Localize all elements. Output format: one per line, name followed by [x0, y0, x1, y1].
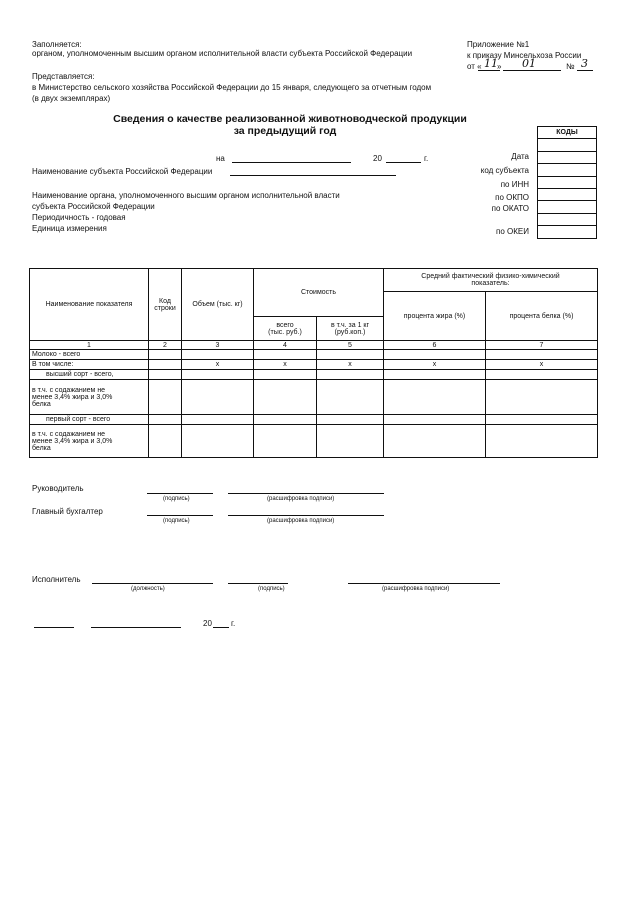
row-label: Молоко - всего: [30, 350, 149, 360]
header-avg: Средний фактический физико-химический показатель:: [384, 269, 598, 292]
year-prefix: 20: [373, 154, 382, 163]
year-suffix: г.: [424, 154, 429, 163]
unit-label: Единица измерения: [32, 224, 107, 233]
codes-table: [537, 126, 597, 239]
appendix-month: 01: [522, 57, 536, 70]
code-label-date: Дата: [511, 152, 529, 161]
org-name-label-2: субъекта Российской Федерации: [32, 202, 155, 211]
code-cell-extra[interactable]: [538, 213, 597, 225]
accountant-signature-line[interactable]: [147, 515, 213, 516]
chief-accountant-label: Главный бухгалтер: [32, 507, 103, 516]
row-label: высший сорт - всего,: [30, 370, 149, 380]
bottom-year-line[interactable]: [213, 627, 229, 628]
col-number: 5: [317, 341, 384, 350]
col-number: 3: [182, 341, 254, 350]
header-volume: Объем (тыс. кг): [182, 269, 254, 341]
na-label: на: [216, 154, 225, 163]
header-code: Код строки: [149, 269, 182, 341]
col-number: 2: [149, 341, 182, 350]
header-cost-per-kg: в т.ч. за 1 кг (руб.коп.): [317, 317, 384, 341]
col-number: 4: [254, 341, 317, 350]
col-number: 1: [30, 341, 149, 350]
submitted-text: в Министерство сельского хозяйства Российской Федерации до 15 января, следующего за отчетным годом: [32, 83, 432, 92]
code-label-okato: по ОКАТО: [491, 204, 529, 213]
date-line: [232, 162, 351, 163]
x-mark: х: [317, 360, 384, 370]
appendix-close: »: [497, 62, 502, 71]
code-label-okei: по ОКЕИ: [496, 227, 529, 236]
header-cost: Стоимость: [254, 269, 384, 317]
x-mark: х: [182, 360, 254, 370]
form-title-line2: за предыдущий год: [233, 125, 337, 137]
executor-label: Исполнитель: [32, 575, 81, 584]
bottom-date-month-line[interactable]: [91, 627, 181, 628]
accountant-decoding-caption: (расшифровка подписи): [267, 518, 335, 524]
subject-name-line: [230, 175, 396, 176]
code-label-inn: по ИНН: [500, 180, 529, 189]
submitted-label: Представляется:: [32, 72, 95, 81]
table-row: [30, 370, 598, 380]
appendix-from: от «: [467, 62, 482, 71]
row-label: в т.ч. с содажанием не менее 3,4% жира и 3,0% белка: [30, 425, 149, 458]
code-cell-okpo[interactable]: [538, 188, 597, 200]
x-mark: х: [384, 360, 486, 370]
col-number: 6: [384, 341, 486, 350]
code-cell-date[interactable]: [538, 151, 597, 163]
head-decoding-caption: (расшифровка подписи): [267, 496, 335, 502]
head-decoding-line[interactable]: [228, 493, 384, 494]
executor-signature-caption: (подпись): [258, 586, 285, 592]
bottom-year-prefix: 20: [203, 619, 212, 628]
accountant-signature-caption: (подпись): [163, 518, 190, 524]
filled-by-label: Заполняется:: [32, 40, 82, 49]
subject-name-label: Наименование субъекта Российской Федерации: [32, 167, 213, 176]
filled-by-text: органом, уполномоченным высшим органом исполнительной власти субъекта Российской Федерации: [32, 49, 413, 58]
code-cell[interactable]: [538, 139, 597, 151]
bottom-date-day-line[interactable]: [34, 627, 74, 628]
appendix-number: 3: [581, 57, 588, 70]
year-line: [386, 162, 421, 163]
code-label-okpo: по ОКПО: [495, 193, 529, 202]
head-label: Руководитель: [32, 484, 84, 493]
appendix-day-line: [478, 70, 500, 71]
bottom-year-suffix: г.: [231, 619, 236, 628]
header-protein: процента белка (%): [486, 292, 598, 341]
periodicity-label: Периодичность - годовая: [32, 213, 126, 222]
header-cost-total: всего (тыс. руб.): [254, 317, 317, 341]
col-number: 7: [486, 341, 598, 350]
executor-decoding-line[interactable]: [348, 583, 500, 584]
code-cell-okato[interactable]: [538, 201, 597, 213]
code-label-subject: код субъекта: [480, 166, 529, 175]
table-row: [30, 415, 598, 425]
org-name-label-1: Наименование органа, уполномоченного высшим органом исполнительной власти: [32, 191, 340, 200]
table-row: [30, 360, 598, 370]
appendix-title: Приложение №1: [467, 40, 530, 49]
header-fat: процента жира (%): [384, 292, 486, 341]
head-signature-line[interactable]: [147, 493, 213, 494]
appendix-number-line: [577, 70, 593, 71]
copies-text: (в двух экземплярах): [32, 94, 111, 103]
appendix-order: к приказу Минсельхоза России: [467, 51, 582, 60]
x-mark: х: [486, 360, 598, 370]
appendix-day: 11: [484, 57, 498, 70]
quality-table: [29, 268, 598, 458]
form-title-line1: Сведения о качестве реализованной животноводческой продукции: [113, 113, 467, 125]
codes-header: КОДЫ: [538, 127, 597, 139]
table-row: [30, 350, 598, 360]
executor-decoding-caption: (расшифровка подписи): [382, 586, 450, 592]
code-cell-subject[interactable]: [538, 164, 597, 176]
executor-signature-line[interactable]: [228, 583, 288, 584]
row-label: первый сорт - всего: [30, 415, 149, 425]
head-signature-caption: (подпись): [163, 496, 190, 502]
accountant-decoding-line[interactable]: [228, 515, 384, 516]
header-name: Наименование показателя: [30, 269, 149, 341]
table-row: [30, 380, 598, 415]
code-cell-inn[interactable]: [538, 176, 597, 188]
executor-position-line[interactable]: [92, 583, 213, 584]
code-cell-okei[interactable]: [538, 226, 597, 238]
executor-position-caption: (должность): [131, 586, 165, 592]
row-label: В том числе:: [30, 360, 149, 370]
row-label: в т.ч. с содажанием не менее 3,4% жира и 3,0% белка: [30, 380, 149, 415]
appendix-month-line: [503, 70, 561, 71]
appendix-no: №: [566, 62, 575, 71]
x-mark: х: [254, 360, 317, 370]
table-row: [30, 425, 598, 458]
